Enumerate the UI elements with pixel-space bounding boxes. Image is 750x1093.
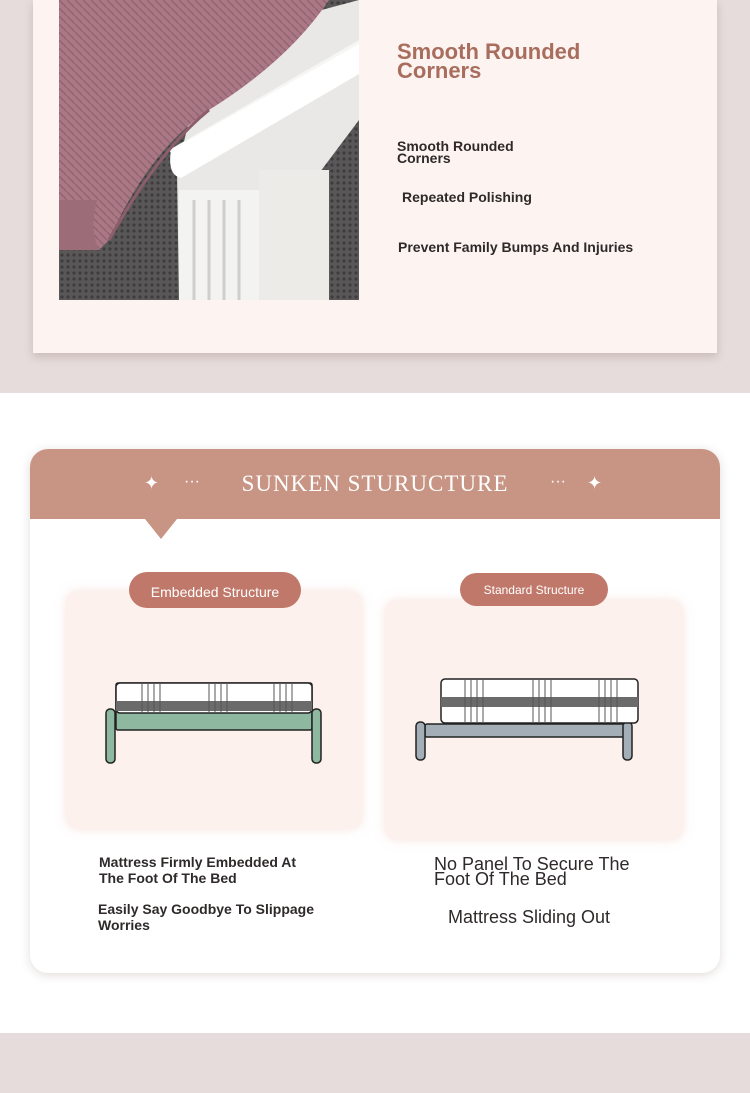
feature-item-rounded-corners: Smooth Rounded Corners	[397, 138, 514, 166]
standard-diagram-panel	[385, 600, 683, 840]
bed-corner-illustration	[59, 0, 359, 300]
structure-card	[30, 449, 720, 973]
feature-title: Smooth Rounded Corners	[397, 39, 581, 83]
sparkle-icon: ✦	[587, 473, 603, 493]
standard-structure-badge: Standard Structure	[460, 573, 608, 606]
feature-item-prevent-injuries: Prevent Family Bumps And Injuries	[398, 239, 634, 255]
bed-corner-photo	[59, 0, 359, 300]
embedded-caption-2: Easily Say Goodbye To Slippage Worries	[98, 901, 315, 933]
dots-icon: ···	[550, 473, 566, 490]
embedded-diagram-panel	[66, 591, 362, 829]
standard-caption-2: Mattress Sliding Out	[448, 907, 611, 927]
embedded-bed-diagram	[66, 591, 362, 829]
bottom-band	[0, 1033, 750, 1093]
header-pointer	[145, 519, 177, 539]
dots-icon: ···	[184, 473, 200, 490]
standard-caption-1: No Panel To Secure The Foot Of The Bed	[434, 854, 630, 889]
structure-title: SUNKEN STURUCTURE	[241, 471, 509, 496]
embedded-structure-badge: Embedded Structure	[129, 572, 301, 608]
standard-bed-diagram	[385, 600, 683, 840]
feature-item-polishing: Repeated Polishing	[402, 189, 532, 205]
embedded-caption-1: Mattress Firmly Embedded At The Foot Of The Bed	[99, 854, 297, 886]
sparkle-icon: ✦	[144, 473, 160, 493]
